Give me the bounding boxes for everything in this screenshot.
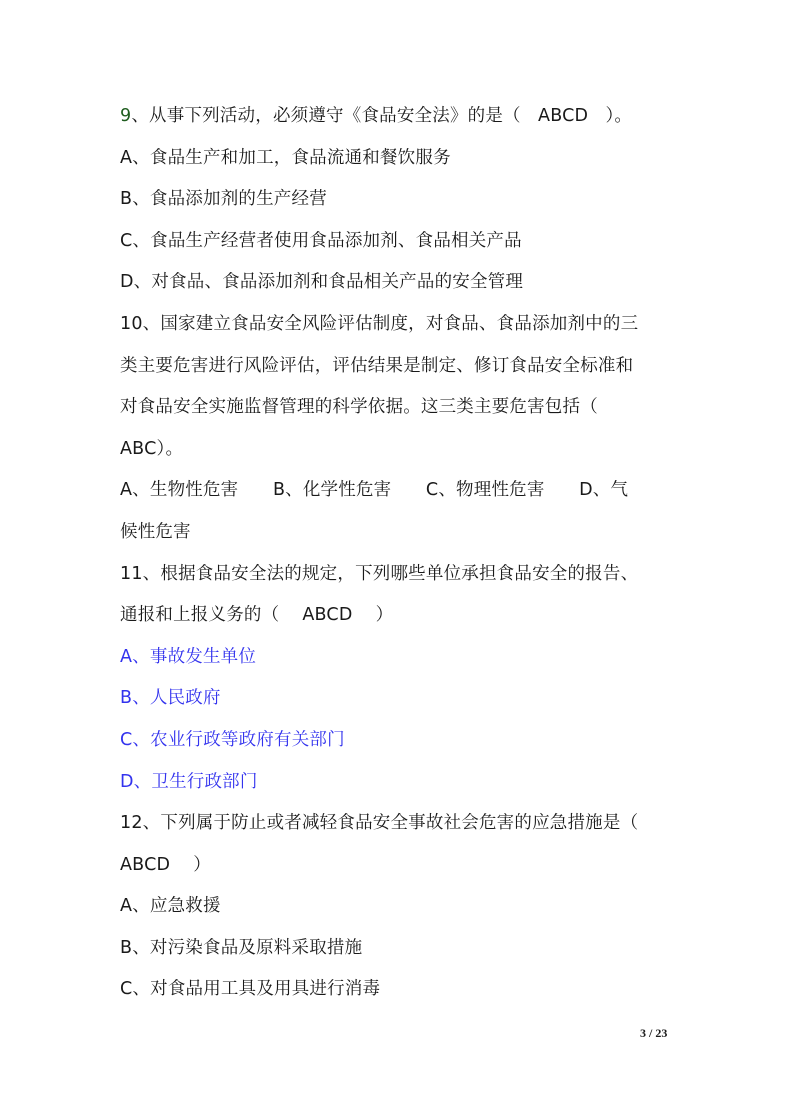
option: C、农业行政等政府有关部门 (120, 729, 345, 750)
option: C、食品生产经营者使用食品添加剂、食品相关产品 (120, 230, 522, 251)
option: A、应急救援 (120, 896, 221, 917)
option: A、生物性危害 B、化学性危害 C、物理性危害 D、气 (120, 480, 629, 501)
option: B、食品添加剂的生产经营 (120, 189, 327, 210)
option: D、对食品、食品添加剂和食品相关产品的安全管理 (120, 272, 524, 293)
question-10-line: 对食品安全实施监督管理的科学依据。这三类主要危害包括（ (120, 397, 598, 418)
document-page (120, 100, 680, 1015)
option: C、对食品用工具及用具进行消毒 (120, 979, 381, 1000)
option: D、卫生行政部门 (120, 771, 258, 792)
question-12-line: 12、下列属于防止或者减轻食品安全事故社会危害的应急措施是（ (120, 813, 639, 834)
option: 候性危害 (120, 521, 191, 542)
question-10-line: 类主要危害进行风险评估，评估结果是制定、修订食品安全标准和 (120, 355, 634, 376)
page-number: 3 / 23 (640, 1026, 668, 1040)
question-number: 9 (120, 106, 132, 126)
question-9: 9、从事下列活动，必须遵守《食品安全法》的是（ ABCD ）。 (120, 106, 633, 126)
option: B、人民政府 (120, 688, 221, 709)
question-11-line: 通报和上报义务的（ ABCD ） (120, 605, 394, 626)
question-12-line: ABCD ） (120, 854, 211, 875)
option: B、对污染食品及原料采取措施 (120, 937, 363, 958)
question-11-line: 11、根据食品安全法的规定，下列哪些单位承担食品安全的报告、 (120, 563, 639, 584)
question-10-line: 10、国家建立食品安全风险评估制度，对食品、食品添加剂中的三 (120, 313, 639, 334)
question-10-line: ABC）。 (120, 438, 184, 459)
option: A、食品生产和加工，食品流通和餐饮服务 (120, 147, 451, 168)
option: A、事故发生单位 (120, 646, 257, 667)
